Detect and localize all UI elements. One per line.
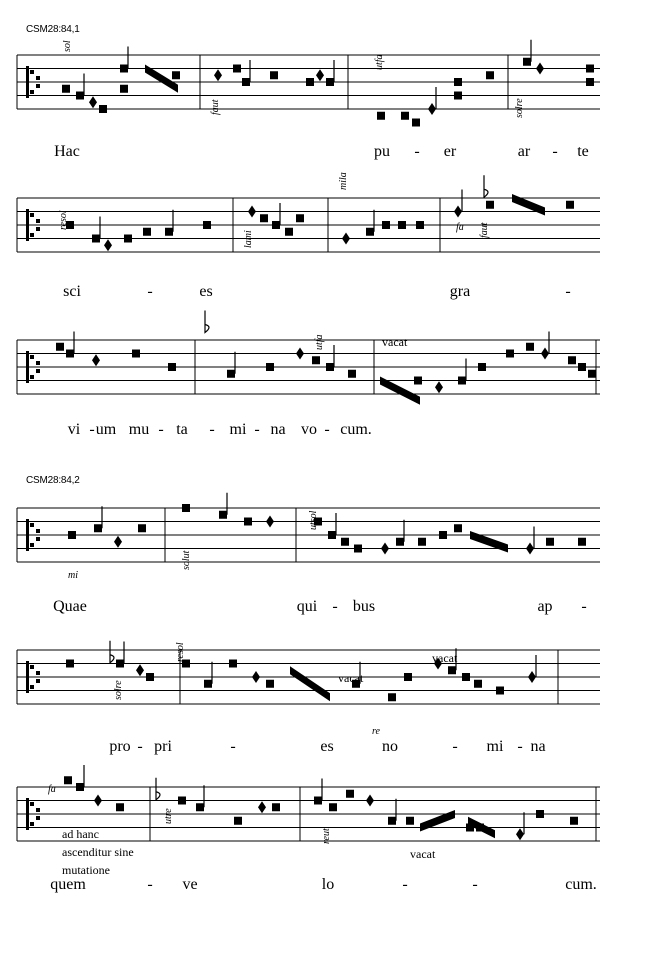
semibreve-diamond (526, 543, 534, 555)
breve-note (138, 524, 146, 532)
vacat-annotation: vacat (410, 847, 436, 861)
breve-note (588, 370, 596, 378)
clef-dot (36, 679, 40, 683)
semibreve-diamond (342, 233, 350, 245)
clef-dot (30, 90, 34, 94)
breve-note (578, 363, 586, 371)
lyric-syllable: no (382, 738, 398, 755)
breve-note (196, 803, 204, 811)
lyric-syllable: - (517, 738, 523, 755)
breve-note (496, 687, 504, 695)
breve-note (536, 810, 544, 818)
clef-dot (30, 523, 34, 527)
solmization-label-vertical: lami (243, 230, 254, 248)
breve-note (285, 228, 293, 236)
lyric-syllable: ta (176, 421, 188, 438)
breve-note (66, 660, 74, 668)
clef-dot (30, 70, 34, 74)
clef-dot (30, 665, 34, 669)
semibreve-diamond (252, 671, 260, 683)
semibreve-diamond (528, 671, 536, 683)
breve-note (454, 92, 462, 100)
lyric-syllable: - (581, 598, 587, 615)
lyric-syllable: - (332, 598, 338, 615)
breve-note (328, 531, 336, 539)
accidentals (110, 175, 488, 800)
vacat-annotation: vacat (432, 651, 458, 665)
breve-note (570, 817, 578, 825)
breve-note (404, 673, 412, 681)
semibreve-diamond (89, 96, 97, 108)
breve-note (229, 660, 237, 668)
breve-note (116, 803, 124, 811)
breve-note (396, 538, 404, 546)
flat-accidental (205, 311, 209, 333)
ascent-annotation: ascenditur sine (62, 845, 134, 859)
breve-note (182, 504, 190, 512)
lyric-syllable: - (230, 738, 236, 755)
clef-dot (30, 802, 34, 806)
breve-note (314, 797, 322, 805)
flat-accidental (110, 641, 114, 663)
flat-accidental (156, 778, 160, 800)
breve-note (406, 817, 414, 825)
breve-note (326, 363, 334, 371)
oblique-ligature (290, 666, 330, 701)
breve-note (474, 680, 482, 688)
breve-note (506, 350, 514, 358)
solmization-label-vertical: utfa (314, 334, 325, 350)
clef-dot (36, 361, 40, 365)
breve-note (546, 538, 554, 546)
breve-note (348, 370, 356, 378)
solmization-label-vertical: resol (58, 210, 69, 230)
breve-note (523, 58, 531, 66)
breve-note (586, 78, 594, 86)
solmization-label-vertical: mila (338, 172, 349, 190)
semibreve-diamond (266, 516, 274, 528)
vacat-annotation: vacat (338, 671, 364, 685)
solmization-label-vertical: utsol (308, 510, 319, 530)
lyric-syllable: - (552, 143, 558, 160)
breve-note (478, 363, 486, 371)
semibreve-diamond (454, 206, 462, 218)
clef-dot (36, 808, 40, 812)
breve-note (486, 201, 494, 209)
bar-lines (17, 55, 596, 841)
lyric-syllable: qui (296, 598, 318, 615)
clef-bar (26, 209, 29, 241)
breve-note (418, 538, 426, 546)
lyric-syllable: quem (50, 876, 86, 893)
semibreve-diamond (366, 795, 374, 807)
lyric-syllable: bus (352, 598, 376, 615)
lyric-syllable: er (443, 143, 457, 160)
breve-note (66, 350, 74, 358)
clef-dot (36, 529, 40, 533)
lyric-syllable: - (147, 283, 153, 300)
lyric-syllable: - (137, 738, 143, 755)
solmization-label-vertical: reut (321, 828, 332, 844)
breve-note (64, 776, 72, 784)
lyric-syllable: - (324, 421, 330, 438)
clef-dot (36, 227, 40, 231)
semibreve-diamond (296, 348, 304, 360)
solmization-label: fa (456, 222, 464, 233)
lyric-syllable: - (254, 421, 260, 438)
breve-note (568, 356, 576, 364)
semibreve-diamond (136, 664, 144, 676)
clef-bar (26, 351, 29, 383)
clef-dot (36, 671, 40, 675)
clef-dot (36, 84, 40, 88)
breve-note (462, 673, 470, 681)
solmization-label-vertical: faut (210, 99, 221, 115)
lyric-syllable: lo (321, 876, 335, 893)
breve-note (377, 112, 385, 120)
lyric-syllable: ve (182, 876, 198, 893)
solmization-label-vertical: utre (163, 808, 174, 824)
breve-note (116, 660, 124, 668)
flat-accidental (484, 175, 488, 197)
clef-dot (36, 76, 40, 80)
lyric-syllable: - (402, 876, 408, 893)
breve-note (306, 78, 314, 86)
clef-dot (30, 213, 34, 217)
breve-note (219, 511, 227, 519)
vacat-annotation: vacat (382, 335, 408, 349)
ascent-annotation: mutatione (62, 863, 110, 877)
breve-note (454, 524, 462, 532)
breve-note (124, 235, 132, 243)
breve-note (448, 666, 456, 674)
semibreve-diamond (536, 63, 544, 75)
breve-note (227, 370, 235, 378)
breve-note (260, 214, 268, 222)
breve-note (586, 65, 594, 73)
breve-note (234, 817, 242, 825)
clef-dot (30, 355, 34, 359)
breve-note (165, 228, 173, 236)
semibreve-diamond (258, 801, 266, 813)
solmization-label-vertical: resol (175, 642, 186, 662)
staff-lines (17, 55, 600, 841)
lyric-syllable: es (320, 738, 334, 755)
breve-note (172, 71, 180, 79)
breve-note (76, 92, 84, 100)
breve-note (76, 783, 84, 791)
clef-dot (36, 816, 40, 820)
semibreve-diamond (516, 828, 524, 840)
lyric-syllable: Quae (53, 598, 87, 615)
clef-bar (26, 66, 29, 98)
clef-dot (30, 543, 34, 547)
solmization-label: fa (48, 784, 56, 795)
piece-header-1: CSM28:84,1 (26, 24, 80, 35)
semibreve-diamond (428, 103, 436, 115)
breve-note (388, 693, 396, 701)
lyric-syllable: pri (154, 738, 172, 755)
semibreve-diamond (92, 354, 100, 366)
breve-note (439, 531, 447, 539)
breve-note (578, 538, 586, 546)
breve-note (204, 680, 212, 688)
lyric-syllable: mi (486, 738, 504, 755)
breve-note (329, 803, 337, 811)
lyric-syllable: es (199, 283, 213, 300)
breve-note (354, 545, 362, 553)
breve-note (92, 235, 100, 243)
breve-note (56, 343, 64, 351)
breve-note (68, 531, 76, 539)
solmization-label-vertical: utfa (374, 54, 385, 70)
semibreve-diamond (435, 381, 443, 393)
semibreve-diamond (381, 543, 389, 555)
breve-note (99, 105, 107, 113)
oblique-ligature (512, 194, 545, 216)
lyric-syllable: - (565, 283, 571, 300)
solmization-label-vertical: solre (113, 680, 124, 700)
breve-note (526, 343, 534, 351)
lyric-syllable: na (530, 738, 546, 755)
breve-note (272, 221, 280, 229)
lyric-syllable: ap (537, 598, 553, 615)
lyric-syllable: - (147, 876, 153, 893)
lyric-syllable: - (472, 876, 478, 893)
breve-note (143, 228, 151, 236)
piece-header-2: CSM28:84,2 (26, 475, 80, 486)
clef-dot (30, 822, 34, 826)
breve-note (266, 363, 274, 371)
clef-dot (36, 537, 40, 541)
breve-note (120, 85, 128, 93)
clef-bar (26, 661, 29, 693)
breve-note (132, 350, 140, 358)
breve-note (414, 377, 422, 385)
breve-note (272, 803, 280, 811)
lyric-syllable: um (95, 421, 117, 438)
breve-note (168, 363, 176, 371)
note-heads (56, 58, 596, 841)
semibreve-diamond (316, 69, 324, 81)
breve-note (486, 71, 494, 79)
lyric-syllable: cum. (340, 421, 372, 438)
c-clefs (26, 66, 40, 830)
lyric-syllable: - (452, 738, 458, 755)
breve-note (366, 228, 374, 236)
lyric-syllable: - (414, 143, 420, 160)
breve-note (566, 201, 574, 209)
breve-note (266, 680, 274, 688)
lyric-syllable: pro (109, 738, 131, 755)
lyric-syllable: ar (517, 143, 531, 160)
semibreve-diamond (94, 795, 102, 807)
lyric-syllable: - (89, 421, 95, 438)
solmization-label: re (372, 726, 380, 737)
solmization-label-vertical: sol (62, 40, 73, 52)
breve-note (242, 78, 250, 86)
breve-note (312, 356, 320, 364)
breve-note (341, 538, 349, 546)
lyric-syllable: Hac (54, 143, 80, 160)
oblique-ligature (470, 531, 508, 553)
breve-note (398, 221, 406, 229)
breve-note (454, 78, 462, 86)
clef-bar (26, 519, 29, 551)
lyric-syllable: vo (301, 421, 317, 438)
breve-note (233, 65, 241, 73)
breve-note (296, 214, 304, 222)
lyric-syllable: sci (63, 283, 81, 300)
lyric-syllable: cum. (565, 876, 597, 893)
clef-dot (30, 685, 34, 689)
lyric-syllable: mu (128, 421, 150, 438)
clef-dot (30, 375, 34, 379)
lyric-syllable: mi (229, 421, 247, 438)
lyric-syllable: vi (67, 421, 81, 438)
lyric-syllable: pu (374, 143, 390, 160)
lyric-syllable: te (577, 143, 589, 160)
clef-bar (26, 798, 29, 830)
breve-note (326, 78, 334, 86)
lyric-syllable: - (158, 421, 164, 438)
breve-note (178, 797, 186, 805)
breve-note (94, 524, 102, 532)
semibreve-diamond (104, 239, 112, 251)
breve-note (203, 221, 211, 229)
breve-note (412, 119, 420, 127)
oblique-ligature (420, 810, 455, 832)
semibreve-diamond (541, 348, 549, 360)
breve-note (120, 65, 128, 73)
annotations (62, 335, 458, 877)
breve-note (62, 85, 70, 93)
solmization-label: mi (68, 570, 78, 581)
lyric-syllable: - (209, 421, 215, 438)
breve-note (382, 221, 390, 229)
semibreve-diamond (214, 69, 222, 81)
solmization-label-vertical: faut (479, 222, 490, 238)
clef-dot (36, 219, 40, 223)
breve-note (401, 112, 409, 120)
solmization-label-vertical: solre (514, 98, 525, 118)
semibreve-diamond (248, 206, 256, 218)
solmization-label-vertical: solut (181, 550, 192, 570)
breve-note (270, 71, 278, 79)
ascent-annotation: ad hanc (62, 827, 99, 841)
breve-note (244, 518, 252, 526)
clef-dot (30, 233, 34, 237)
clef-dot (36, 369, 40, 373)
breve-note (346, 790, 354, 798)
breve-note (458, 377, 466, 385)
lyric-syllable: na (270, 421, 286, 438)
semibreve-diamond (114, 536, 122, 548)
breve-note (146, 673, 154, 681)
breve-note (388, 817, 396, 825)
lyric-syllable: gra (449, 283, 471, 300)
breve-note (416, 221, 424, 229)
